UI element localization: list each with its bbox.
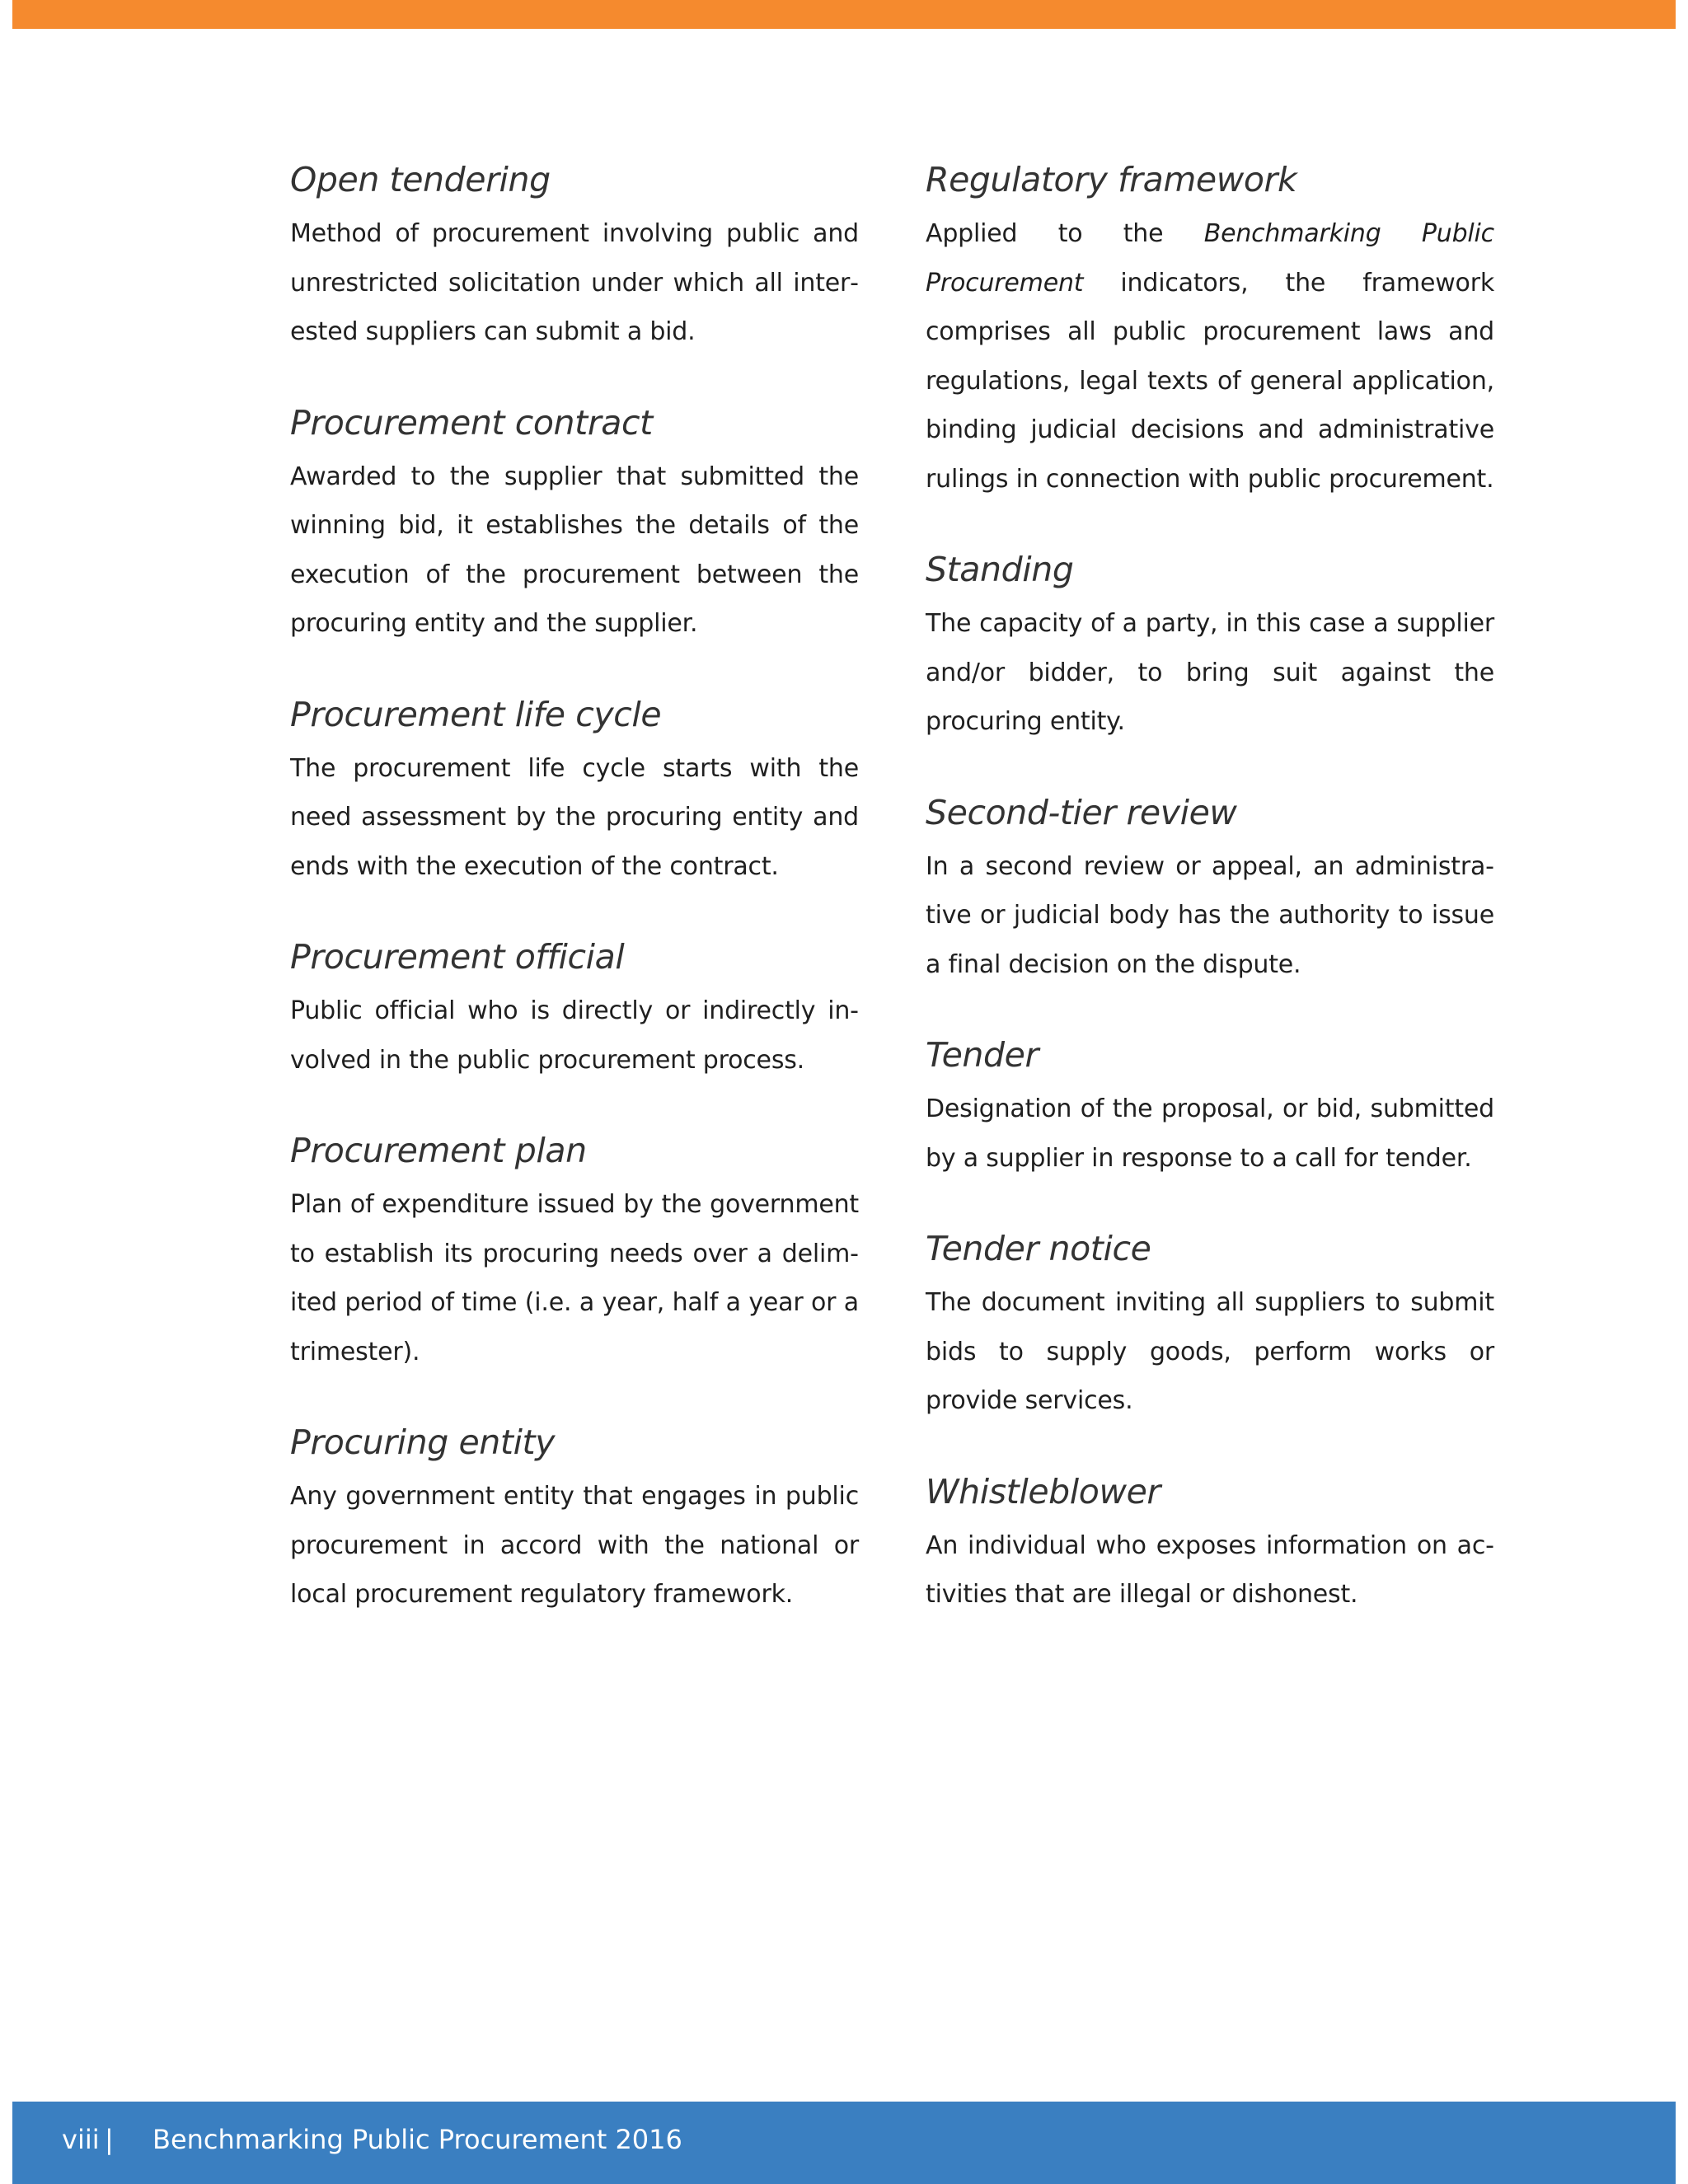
- glossary-entry-whistleblower: [926, 1470, 1494, 1619]
- glossary-definition: Plan of expenditure issued by the government to establish its procuring needs over a delimited period of time (i.e. a year, half a year or a trimester).: [290, 1190, 859, 1366]
- glossary-definition: In a second review or appeal, an administrative or judicial body has the authority to issue a final decision on the dispute.: [926, 851, 1494, 979]
- glossary-definition: Designation of the proposal, or bid, submitted by a supplier in response to a call for tender.: [926, 1094, 1494, 1173]
- glossary-term: Open tendering: [290, 160, 551, 199]
- glossary-definition: Public official who is directly or indirectly involved in the public procurement process.: [290, 996, 859, 1075]
- definition-italic-title: Benchmarking Public Procurement: [926, 219, 1494, 298]
- glossary-entry-tender-notice: [926, 1227, 1494, 1426]
- footer-title: Benchmarking Public Procurement 2016: [152, 2124, 682, 2155]
- glossary-definition: The procurement life cycle starts with the need assessment by the procuring entity and ends with the execution of the contract.: [290, 753, 859, 881]
- glossary-definition: The capacity of a party, in this case a supplier and/or bidder, to bring suit against the procuring entity.: [926, 609, 1494, 736]
- glossary-term: Procurement official: [290, 937, 625, 977]
- glossary-right-column: [926, 158, 1494, 1664]
- top-accent-bar: [12, 0, 1676, 29]
- glossary-entry-open-tendering: [290, 158, 859, 357]
- glossary-definition: The document inviting all suppliers to submit bids to supply goods, perform works or provide services.: [926, 1288, 1494, 1415]
- glossary-entry-standing: [926, 548, 1494, 747]
- glossary-term: Tender: [926, 1035, 1039, 1075]
- glossary-definition: [926, 209, 1494, 504]
- glossary-entry-tender: [926, 1033, 1494, 1183]
- glossary-definition: An individual who exposes information on activities that are illegal or dishonest.: [926, 1530, 1494, 1609]
- glossary-entry-procuring-entity: [290, 1421, 859, 1619]
- glossary-term: Procurement life cycle: [290, 694, 662, 734]
- glossary-left-column: [290, 158, 859, 1664]
- footer-bar: [12, 2102, 1676, 2184]
- glossary-entry-procurement-contract: [290, 401, 859, 649]
- glossary-term: Whistleblower: [926, 1471, 1160, 1511]
- glossary-definition: Method of procurement involving public and unrestricted solicitation under which all interested suppliers can submit a bid.: [290, 219, 859, 346]
- glossary-term: Tender notice: [926, 1229, 1151, 1268]
- glossary-entry-procurement-life-cycle: [290, 693, 859, 892]
- glossary-term: Procuring entity: [290, 1422, 556, 1462]
- glossary-entry-regulatory-framework: [926, 158, 1494, 504]
- glossary-term: Standing: [926, 550, 1074, 589]
- definition-prefix: Applied to the: [926, 219, 1204, 248]
- glossary-term: Regulatory framework: [926, 160, 1297, 199]
- glossary-entry-procurement-official: [290, 935, 859, 1085]
- page-number: viii: [62, 2124, 100, 2155]
- glossary-definition: Awarded to the supplier that submitted the winning bid, it establishes the details of the execution of the procurement between the procuring entity and the supplier.: [290, 462, 859, 638]
- glossary-definition: Any government entity that engages in public procurement in accord with the national or local procurement regulatory framework.: [290, 1482, 859, 1609]
- glossary-entry-procurement-plan: [290, 1129, 859, 1376]
- glossary-entry-second-tier-review: [926, 791, 1494, 990]
- footer-separator: |: [105, 2124, 114, 2155]
- glossary-term: Procurement plan: [290, 1131, 587, 1170]
- definition-suffix: indicators, the framework comprises all public procurement laws and regulations, legal texts of general application, binding judicial decisions and administrative rulings in connection with public procurement.: [926, 268, 1494, 494]
- glossary-term: Procurement contract: [290, 402, 653, 443]
- glossary-term: Second-tier review: [926, 792, 1237, 832]
